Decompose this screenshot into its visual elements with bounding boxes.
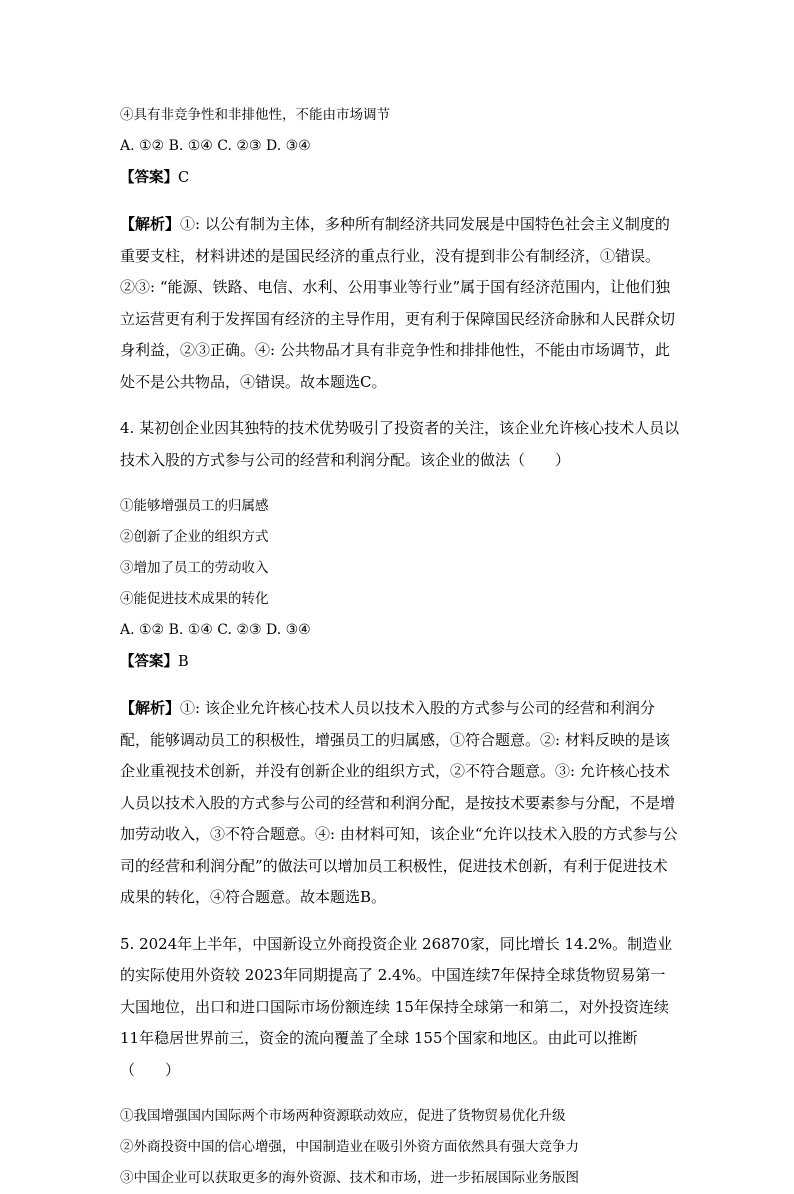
q3-answer bbox=[120, 162, 680, 194]
q4-analysis-text: ①: 该企业允许核心技术人员以技术入股的方式参与公司的经营和利润分配，能够调动员工的积极性，增强员工的归属感，①符合题意。②: 材料反映的是该企业重视技术创新，并没有创新企业的组织方式，②不符合题意。③: 允许核心技术人员以技术入股的方式参与公司的经营和利润分配，是按技术要素参与分配，不是增加劳动收入，③不符合题意。④: 由材料可知，该企业“允许以技术入股的方式参与公司的经营和利润分配”的做法可以增加员工积极性，促进技术创新，有利于促进技术成果的转化，④符合题意。故本题选B。 bbox=[120, 699, 678, 906]
q4-stem: 4. 某初创企业因其独特的技术优势吸引了投资者的关注，该企业允许核心技术人员以技术入股的方式参与公司的经营和利润分配。该企业的做法（ ） bbox=[120, 419, 680, 469]
q3-analysis bbox=[120, 209, 680, 398]
q4-choices: A. ①② B. ①④ C. ②③ D. ③④ bbox=[120, 622, 311, 638]
q3-analysis-label: 【解析】 bbox=[120, 215, 181, 233]
document-body bbox=[120, 100, 680, 1194]
q5-option-3: ③中国企业可以获取更多的海外资源、技术和市场，进一步拓展国际业务版图 bbox=[120, 1170, 579, 1186]
q5-stem: 5. 2024年上半年，中国新设立外商投资企业 26870家，同比增长 14.2%。制造业的实际使用外资较 2023年同期提高了 2.4%。中国连续7年保持全球货物贸易第一大国地位，出口和进口国际市场份额连续 15年保持全球第一和第二，对外投资连续 11年稳居世界前三，资金的流向覆盖了全球 155个国家和地区。由此可以推断（ ） bbox=[120, 934, 673, 1079]
q5-option-2: ②外商投资中国的信心增强，中国制造业在吸引外资方面依然具有强大竞争力 bbox=[120, 1139, 579, 1155]
q3-option-4: ④具有非竞争性和非排他性，不能由市场调节 bbox=[120, 107, 390, 123]
q5-option-1: ①我国增强国内国际两个市场两种资源联动效应，促进了货物贸易优化升级 bbox=[120, 1108, 566, 1124]
q4-option-1: ①能够增强员工的归属感 bbox=[120, 498, 269, 514]
q3-answer-value: C bbox=[178, 170, 190, 186]
q4-answer bbox=[120, 646, 680, 678]
q3-answer-label: 【答案】 bbox=[120, 169, 178, 186]
q4-answer-value: B bbox=[178, 654, 189, 670]
q4-analysis bbox=[120, 693, 680, 914]
q4-option-4: ④能促进技术成果的转化 bbox=[120, 591, 269, 607]
q4-option-2: ②创新了企业的组织方式 bbox=[120, 529, 269, 545]
q3-choices: A. ①② B. ①④ C. ②③ D. ③④ bbox=[120, 138, 311, 154]
q3-analysis-text: ①: 以公有制为主体，多种所有制经济共同发展是中国特色社会主义制度的重要支柱，材料讲述的是国民经济的重点行业，没有提到非公有制经济，①错误。②③: “能源、铁路、电信、水利、公用事业等行业”属于国有经济范围内，让他们独立运营更有利于发挥国有经济的主导作用，更有利于保障国民经济命脉和人民群众切身利益，②③正确。④: 公共物品才具有非竞争性和排排他性，不能由市场调节，此处不是公共物品，④错误。故本题选C。 bbox=[120, 215, 676, 391]
q4-analysis-label: 【解析】 bbox=[120, 699, 181, 717]
q4-option-3: ③增加了员工的劳动收入 bbox=[120, 560, 269, 576]
q4-answer-label: 【答案】 bbox=[120, 653, 178, 670]
